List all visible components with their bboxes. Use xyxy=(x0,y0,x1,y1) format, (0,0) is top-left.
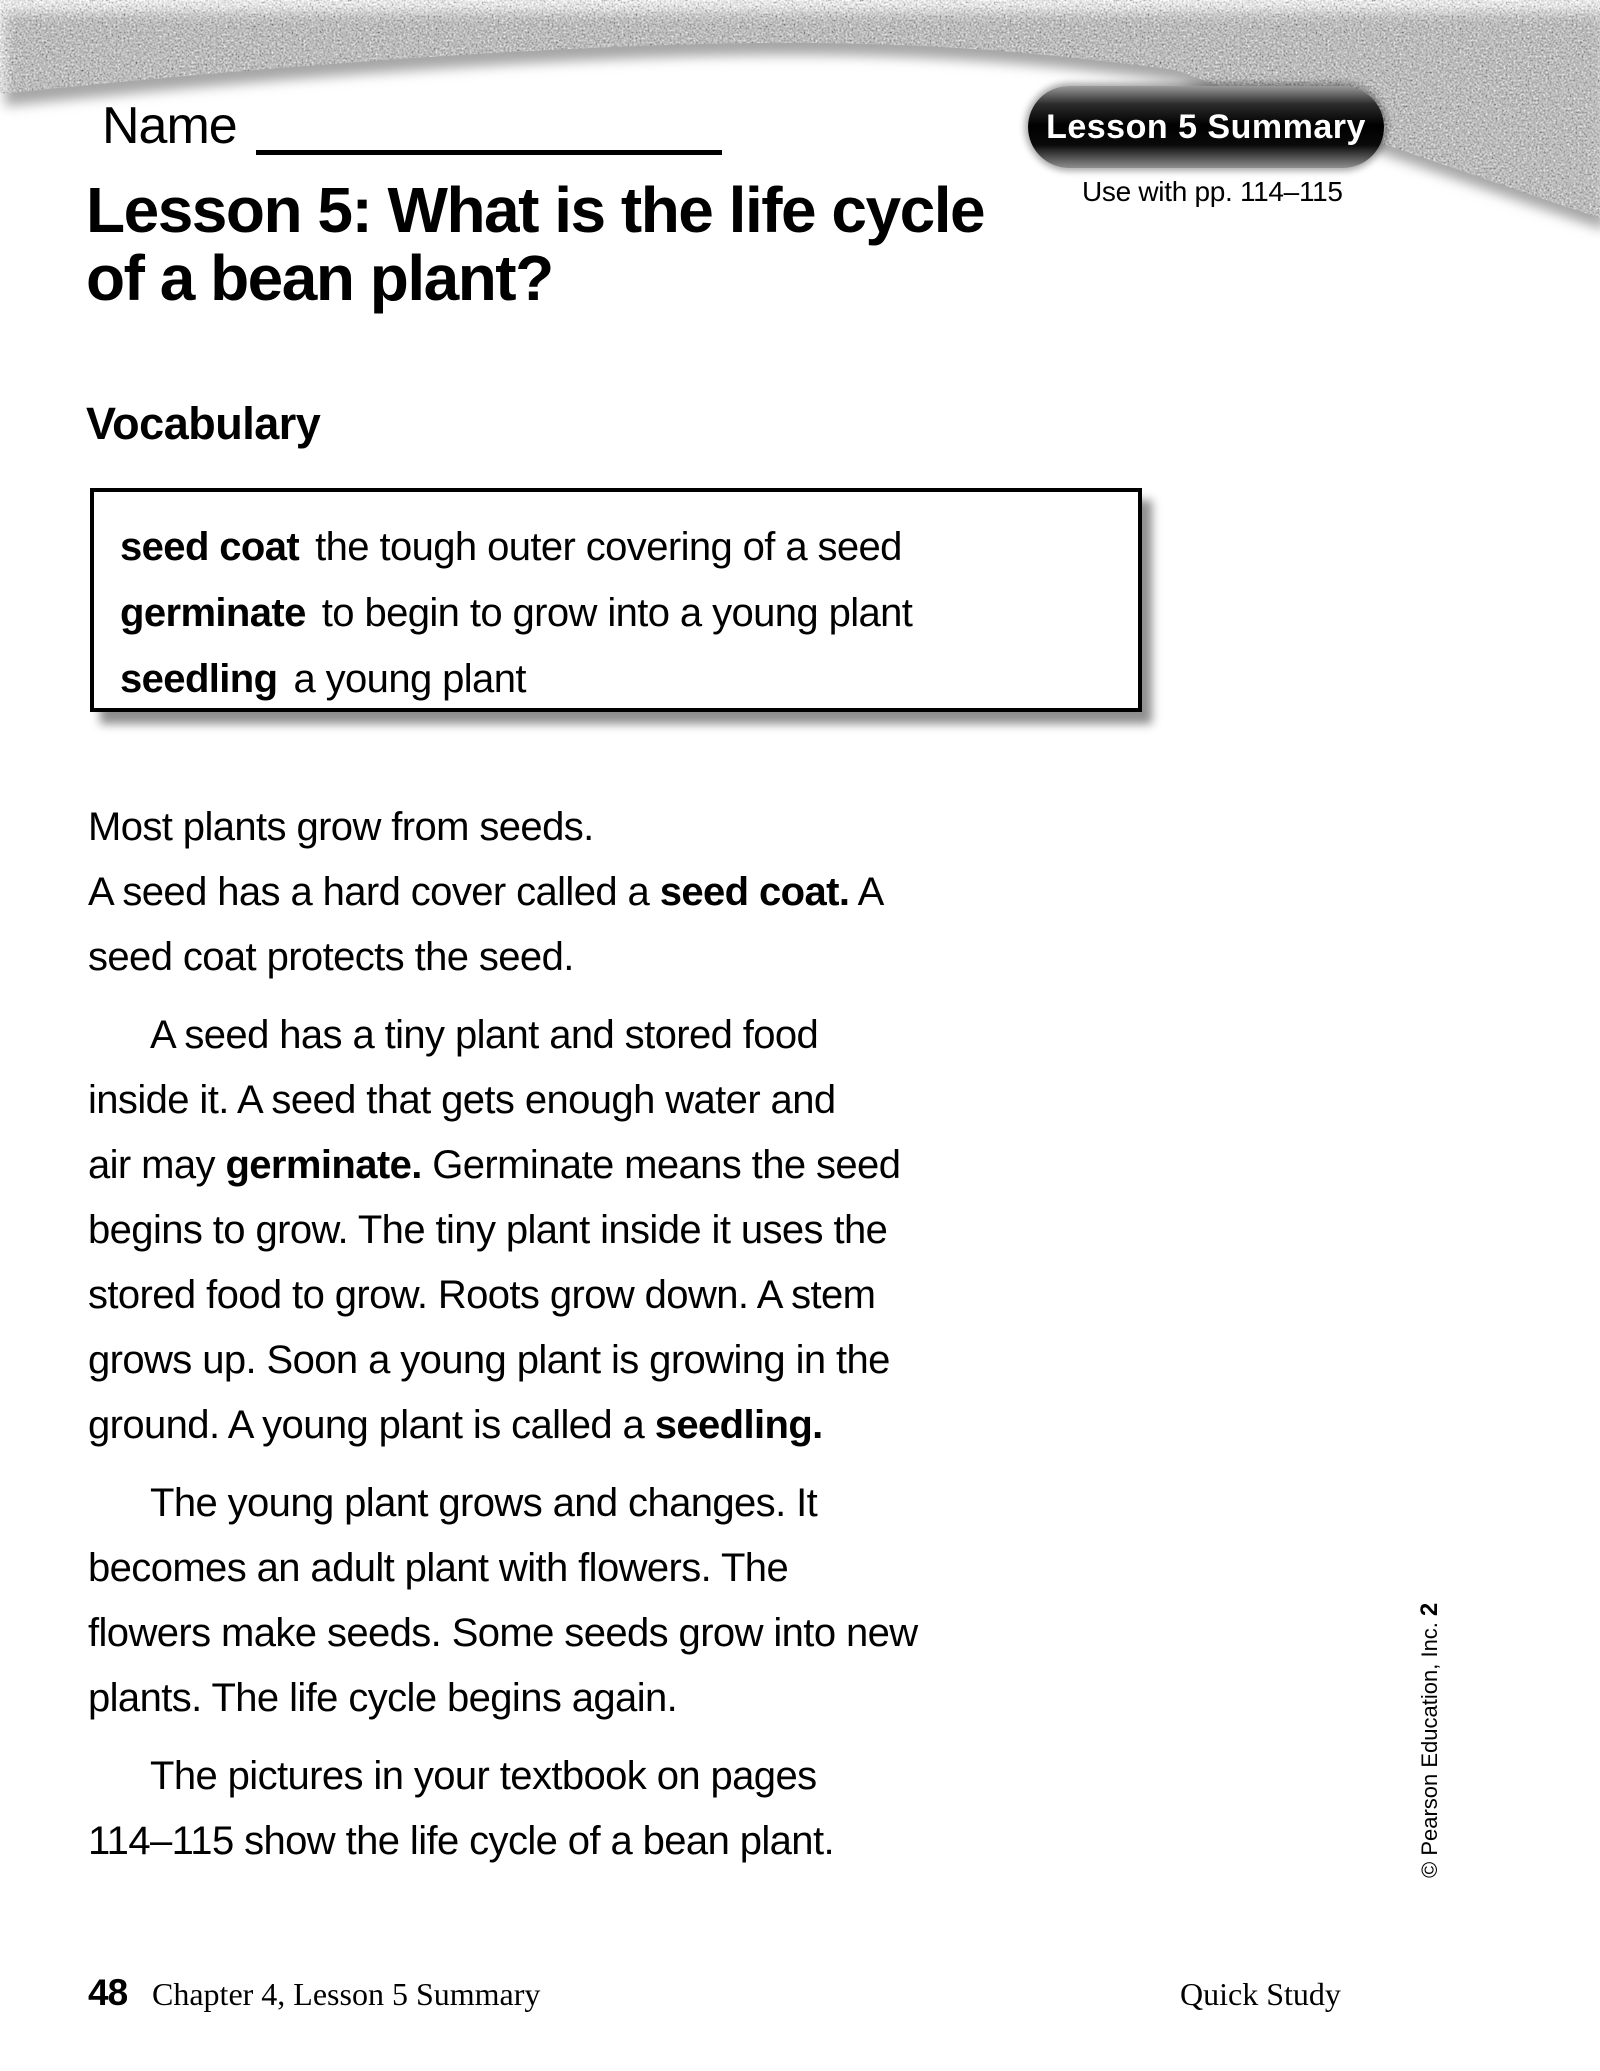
body-paragraph: A seed has a tiny plant and stored food inside it. A seed that gets enough water and air may germinate. Germinate means the seed begins to grow. The tiny plant inside it uses the stored food to grow. Roots grow down. A stem grows up. Soon a young plant is growing in the ground. A young plant is called a seedling. xyxy=(88,1013,901,1447)
body-text xyxy=(88,795,1188,1887)
grade-number: 2 xyxy=(1416,1602,1443,1617)
vocab-term: germinate xyxy=(120,591,306,635)
footer-quick-study-label: Quick Study xyxy=(1180,1976,1341,2012)
name-blank-line xyxy=(256,150,722,155)
copyright-text: © Pearson Education, Inc. xyxy=(1417,1622,1442,1878)
badge-label: Lesson 5 Summary xyxy=(1046,107,1366,146)
body-paragraph: The young plant grows and changes. It becomes an adult plant with flowers. The flowers make seeds. Some seeds grow into new plants. The life cycle begins again. xyxy=(88,1481,918,1720)
vocab-definition: to begin to grow into a young plant xyxy=(321,591,913,635)
page-title xyxy=(86,176,984,312)
vocab-entry xyxy=(120,514,1138,580)
vocab-term: seedling xyxy=(120,657,278,701)
page-title-line1: Lesson 5: What is the life cycle xyxy=(86,174,985,246)
footer xyxy=(0,1972,1600,2022)
lesson-summary-badge xyxy=(1028,86,1384,168)
vocabulary-box xyxy=(90,488,1142,712)
vocab-definition: the tough outer covering of a seed xyxy=(315,525,902,569)
vocabulary-list xyxy=(120,514,1138,712)
vocab-entry xyxy=(120,646,1138,712)
vocab-entry xyxy=(120,580,1138,646)
body-paragraph: The pictures in your textbook on pages 114–115 show the life cycle of a bean plant. xyxy=(88,1754,834,1863)
use-with-note: Use with pp. 114–115 xyxy=(1082,176,1343,207)
page-title-line2: of a bean plant? xyxy=(86,242,553,314)
name-label: Name xyxy=(102,97,237,155)
vocab-definition: a young plant xyxy=(293,657,526,701)
vocabulary-heading: Vocabulary xyxy=(86,398,321,449)
body-paragraph: Most plants grow from seeds. A seed has a hard cover called a seed coat. A seed coat protects the seed. xyxy=(88,805,884,979)
vocab-term: seed coat xyxy=(120,525,300,569)
copyright-sidebar xyxy=(1416,1602,1444,1878)
footer-chapter-label: Chapter 4, Lesson 5 Summary xyxy=(152,1976,541,2012)
page-number: 48 xyxy=(88,1972,128,2013)
